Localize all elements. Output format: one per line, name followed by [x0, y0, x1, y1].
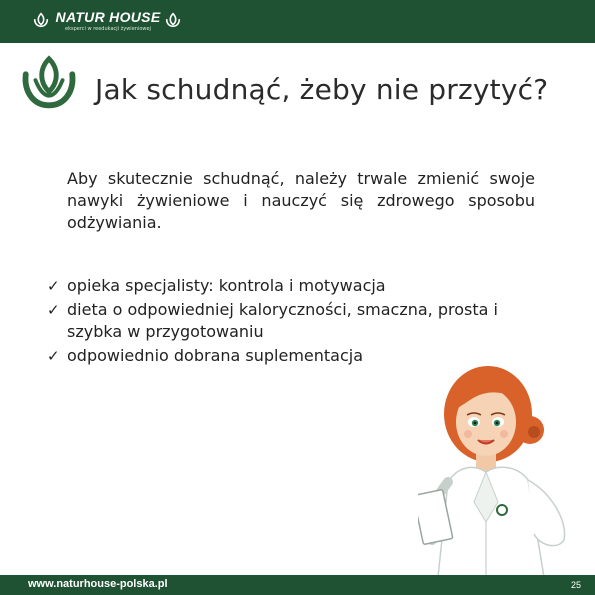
header-bar	[0, 0, 595, 43]
intro-paragraph: Aby skutecznie schudnąć, należy trwale zmienić swoje nawyki żywieniowe i nauczyć się zdrowego sposobu odżywiania.	[67, 169, 535, 232]
page-number: 25	[570, 580, 581, 590]
brand-tagline: eksperci w reedukacji żywieniowej	[65, 26, 151, 32]
checkmark-icon: ✓	[47, 347, 60, 365]
list-item-text: opieka specjalisty: kontrola i motywacja	[67, 276, 386, 295]
checkmark-icon: ✓	[47, 277, 60, 295]
lotus-leaf-icon	[32, 11, 50, 29]
list-item-text: odpowiednio dobrana suplementacja	[67, 346, 364, 365]
checkmark-icon: ✓	[47, 301, 60, 319]
website-link[interactable]: www.naturhouse-polska.pl	[28, 578, 168, 590]
title-section	[0, 43, 595, 145]
page-title: Jak schudnąć, żeby nie przytyć?	[95, 73, 549, 106]
brand-logo[interactable]	[32, 9, 182, 39]
lotus-logo-icon	[18, 53, 80, 115]
list-item-text: dieta o odpowiedniej kaloryczności, smaczna, prosta i szybka w przygotowaniu	[67, 300, 498, 341]
list-item	[47, 299, 542, 343]
lotus-leaf-icon	[164, 11, 182, 29]
list-item	[47, 275, 542, 297]
brand-name: NATUR HOUSE	[55, 9, 161, 25]
footer-bar	[0, 575, 595, 595]
nutritionist-illustration	[418, 352, 588, 577]
